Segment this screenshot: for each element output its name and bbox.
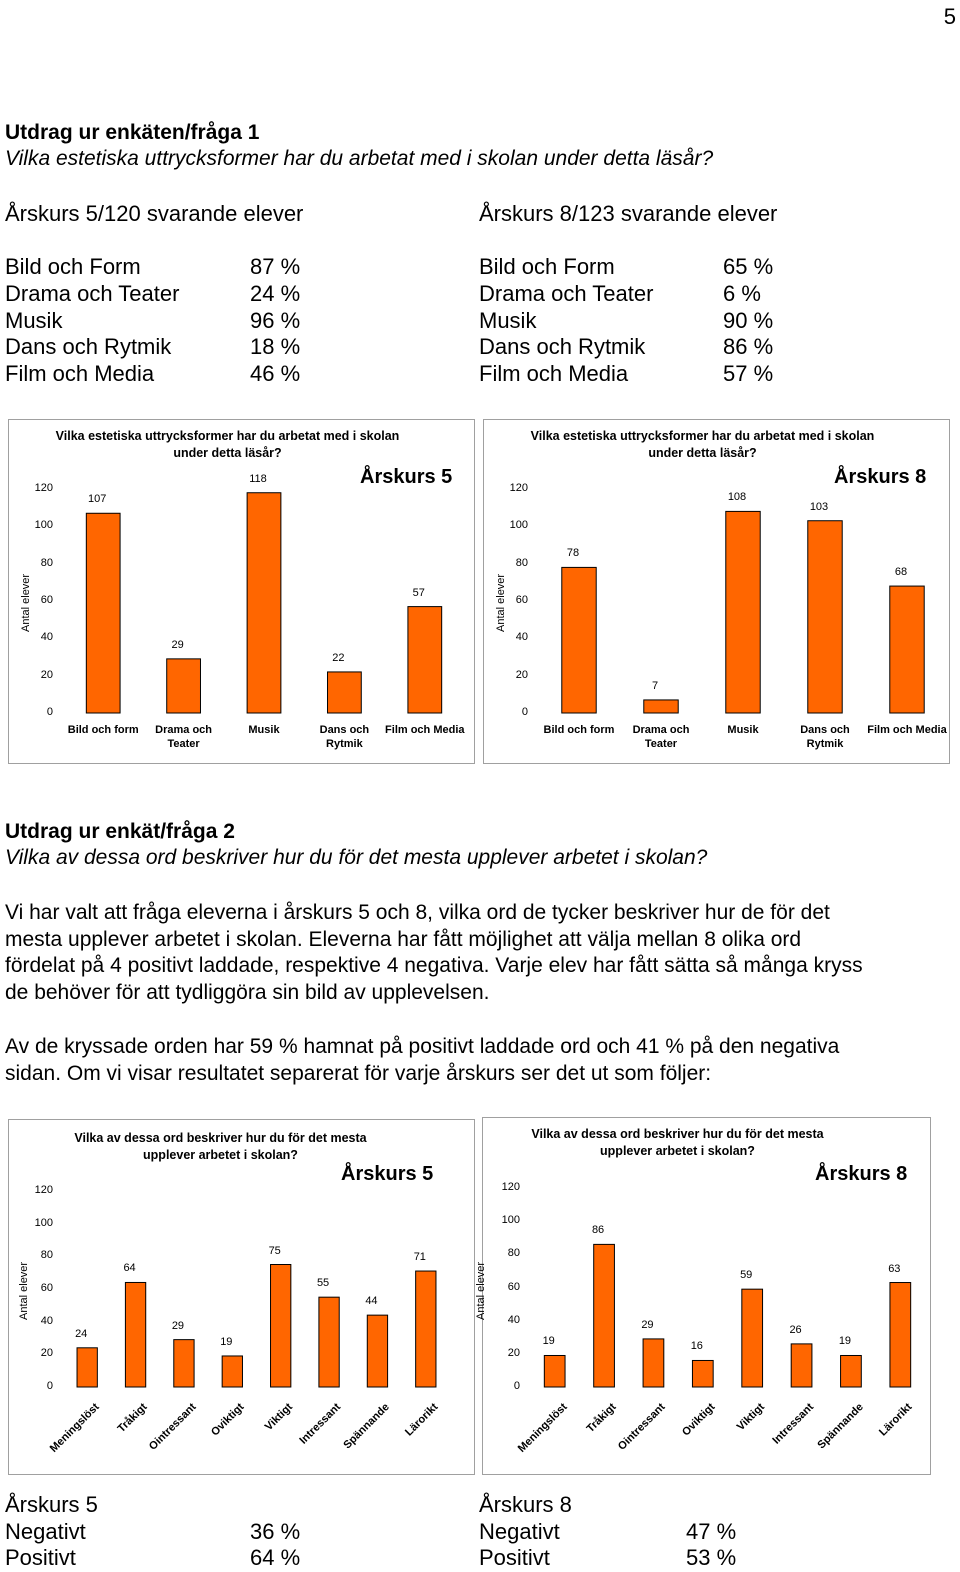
q1-g5-value: 24 % <box>250 281 301 306</box>
data-label: 107 <box>88 493 107 506</box>
y-tick-label: 100 <box>509 519 528 532</box>
y-tick-label: 120 <box>34 1184 53 1196</box>
x-tick-label: Intressant <box>297 1401 344 1447</box>
summary-g8-title: Årskurs 8 <box>479 1492 572 1517</box>
x-tick-label: Ointressant <box>146 1401 199 1453</box>
x-tick-label: Bild och form <box>543 724 615 736</box>
data-label: 108 <box>727 491 747 504</box>
chart-title: Vilka av dessa ord beskriver hur du för det mesta upplever arbetet i skolan? <box>74 1131 367 1162</box>
y-tick-label: 20 <box>40 668 53 681</box>
x-tick-label: Musik <box>248 724 280 736</box>
y-tick-label: 60 <box>40 1282 53 1294</box>
summary-g5-value: 64 % <box>250 1545 301 1570</box>
bar <box>594 1244 615 1387</box>
q2-paragraph-2 <box>5 1034 957 1087</box>
q1-g5-label: Dans och Rytmik <box>5 334 172 359</box>
page-number: 5 <box>943 4 956 29</box>
bar <box>890 1283 911 1387</box>
paragraph-line: fördelat på 4 positivt laddade, respektive 4 negativa. Varje elev har fått sätta så många kryss <box>5 954 863 978</box>
data-label: 24 <box>75 1327 88 1340</box>
paragraph-line: de behöver för att tydliggöra sin bild av upplevelsen. <box>5 981 490 1005</box>
paragraph-line: sidan. Om vi visar resultatet separerat för varje årskurs ser det ut som följer: <box>5 1061 712 1085</box>
q1-g8-value: 65 % <box>723 254 774 279</box>
data-label: 22 <box>332 651 345 664</box>
y-tick-label: 120 <box>34 482 53 494</box>
x-tick-label: Spännande <box>815 1401 866 1452</box>
data-label: 118 <box>249 472 267 485</box>
data-label: 55 <box>316 1277 330 1290</box>
q2-heading: Utdrag ur enkät/fråga 2 <box>5 820 235 843</box>
paragraph-line: Vi har valt att fråga eleverna i årskurs 5 och 8, vilka ord de tycker beskriver hur de för det <box>5 901 830 924</box>
summary-g5-title: Årskurs 5 <box>5 1492 98 1517</box>
x-tick-label: Lärorikt <box>877 1401 915 1439</box>
y-tick-label: 0 <box>46 706 53 718</box>
x-tick-label: Viktigt <box>734 1401 767 1434</box>
x-tick-label: Spännande <box>341 1401 392 1452</box>
y-tick-label: 120 <box>509 482 528 494</box>
x-tick-label: Oviktigt <box>209 1401 247 1439</box>
q1-g5-title: Årskurs 5/120 svarande elever <box>5 201 304 226</box>
y-tick-label: 100 <box>501 1214 520 1227</box>
y-axis-label: Antal elever <box>20 573 32 632</box>
q1-heading: Utdrag ur enkäten/fråga 1 <box>5 121 260 144</box>
bar <box>841 1355 862 1387</box>
q1-g8-title: Årskurs 8/123 svarande elever <box>479 201 778 226</box>
q1-g8-label: Musik <box>479 308 537 333</box>
y-tick-label: 80 <box>40 556 53 569</box>
x-tick-label: Musik <box>727 724 759 736</box>
data-label: 64 <box>123 1262 136 1275</box>
x-tick-label: Dans och Rytmik <box>800 724 850 750</box>
data-label: 29 <box>171 638 184 651</box>
data-label: 103 <box>809 500 829 513</box>
q2-paragraph-1 <box>5 900 957 1007</box>
y-tick-label: 20 <box>40 1347 53 1360</box>
y-tick-label: 80 <box>507 1247 520 1260</box>
y-tick-label: 80 <box>40 1249 53 1262</box>
data-label: 7 <box>651 679 659 692</box>
chart-grade-label: Årskurs 5 <box>360 466 453 488</box>
x-tick-label: Meningslöst <box>515 1401 570 1455</box>
bar <box>544 1355 565 1387</box>
data-label: 78 <box>566 547 580 560</box>
chart-title: Vilka estetiska uttrycksformer har du arbetat med i skolan under detta läsår? <box>55 429 400 460</box>
x-tick-label: Film och Media <box>867 724 947 736</box>
x-tick-label: Viktigt <box>263 1401 296 1434</box>
q1-g8-label: Drama och Teater <box>479 281 654 306</box>
data-label: 57 <box>412 586 425 599</box>
x-tick-label: Ointressant <box>616 1401 668 1453</box>
data-label: 19 <box>542 1335 555 1348</box>
chart-grade-label: Årskurs 5 <box>341 1163 434 1185</box>
y-tick-label: 80 <box>515 556 528 569</box>
x-tick-label: Film och Media <box>385 724 465 736</box>
data-label: 19 <box>220 1335 233 1348</box>
paragraph-line: Av de kryssade orden har 59 % hamnat på positivt laddade ord och 41 % på den negativa <box>5 1035 840 1058</box>
data-label: 26 <box>789 1323 802 1336</box>
q1-g5-label: Musik <box>5 308 63 333</box>
bar <box>692 1360 713 1387</box>
q1-g8-value: 90 % <box>723 308 774 333</box>
data-label: 29 <box>641 1318 654 1331</box>
data-label: 19 <box>838 1335 852 1348</box>
q1-g5-value: 18 % <box>250 334 301 359</box>
paragraph-line: mesta upplever arbetet i skolan. Eleverna har fått möjlighet att välja mellan 8 olika ord <box>5 927 802 951</box>
data-label: 59 <box>740 1269 753 1282</box>
chart-grade-label: Årskurs 8 <box>834 466 927 488</box>
bar <box>791 1344 812 1387</box>
data-label: 29 <box>171 1319 185 1332</box>
y-tick-label: 60 <box>507 1280 520 1293</box>
x-tick-label: Lärorikt <box>402 1401 441 1439</box>
data-label: 63 <box>888 1262 901 1275</box>
x-tick-label: Meningslöst <box>47 1401 102 1455</box>
data-label: 75 <box>268 1244 281 1257</box>
y-tick-label: 0 <box>46 1380 53 1392</box>
q2-question: Vilka av dessa ord beskriver hur du för det mesta upplever arbetet i skolan? <box>5 846 708 869</box>
chart-grade-label: Årskurs 8 <box>815 1163 908 1185</box>
q1-question: Vilka estetiska uttrycksformer har du arbetat med i skolan under detta läsår? <box>5 147 714 170</box>
summary-g8-label: Positivt <box>479 1545 550 1570</box>
y-tick-label: 20 <box>515 668 528 681</box>
summary-g8-value: 47 % <box>686 1519 737 1544</box>
x-tick-label: Drama och Teater <box>155 724 213 750</box>
y-tick-label: 100 <box>34 1216 53 1229</box>
q1-g8-value: 6 % <box>723 281 761 306</box>
y-tick-label: 40 <box>507 1313 520 1326</box>
x-tick-label: Tråkigt <box>116 1401 151 1435</box>
data-label: 16 <box>690 1340 703 1353</box>
q1-g5-label: Film och Media <box>5 361 155 386</box>
q1-g5-label: Bild och Form <box>5 254 141 279</box>
q1-g8-value: 86 % <box>723 334 774 359</box>
summary-g5-label: Negativt <box>5 1519 86 1544</box>
x-tick-label: Drama och Teater <box>632 724 690 750</box>
y-tick-label: 100 <box>34 519 53 532</box>
y-tick-label: 40 <box>40 1314 53 1327</box>
y-tick-label: 20 <box>507 1346 520 1359</box>
y-tick-label: 0 <box>521 706 528 718</box>
data-label: 86 <box>591 1224 605 1237</box>
x-tick-label: Bild och form <box>67 724 139 736</box>
y-axis-label: Antal elever <box>475 1261 487 1320</box>
y-tick-label: 60 <box>40 594 53 606</box>
y-axis-label: Antal elever <box>18 1261 30 1320</box>
bar <box>643 1339 664 1387</box>
summary-g5-label: Positivt <box>5 1545 76 1570</box>
q1-g5-value: 96 % <box>250 308 301 333</box>
bar <box>742 1289 763 1387</box>
x-tick-label: Oviktigt <box>679 1401 718 1439</box>
data-label: 68 <box>894 566 908 579</box>
y-tick-label: 40 <box>515 631 528 644</box>
y-tick-label: 0 <box>513 1380 520 1392</box>
q1-g8-label: Dans och Rytmik <box>479 334 646 359</box>
chart-title: Vilka estetiska uttrycksformer har du arbetat med i skolan under detta läsår? <box>530 429 875 460</box>
y-tick-label: 120 <box>501 1181 520 1193</box>
data-label: 44 <box>365 1295 378 1308</box>
q1-g8-value: 57 % <box>723 361 774 386</box>
y-axis-label: Antal elever <box>495 573 507 632</box>
x-tick-label: Intressant <box>770 1401 817 1447</box>
q1-g8-label: Film och Media <box>479 361 629 386</box>
q1-g5-label: Drama och Teater <box>5 281 180 306</box>
chart-title: Vilka av dessa ord beskriver hur du för det mesta upplever arbetet i skolan? <box>531 1127 824 1158</box>
q1-g8-label: Bild och Form <box>479 254 615 279</box>
y-tick-label: 60 <box>515 594 528 606</box>
summary-g8-value: 53 % <box>686 1545 737 1570</box>
summary-g8-label: Negativt <box>479 1519 560 1544</box>
x-tick-label: Tråkigt <box>584 1401 619 1435</box>
x-tick-label: Dans och Rytmik <box>319 724 370 750</box>
q1-g5-value: 46 % <box>250 361 301 386</box>
q1-g5-value: 87 % <box>250 254 301 279</box>
y-tick-label: 40 <box>40 631 53 644</box>
summary-g5-value: 36 % <box>250 1519 301 1544</box>
data-label: 71 <box>413 1251 426 1264</box>
